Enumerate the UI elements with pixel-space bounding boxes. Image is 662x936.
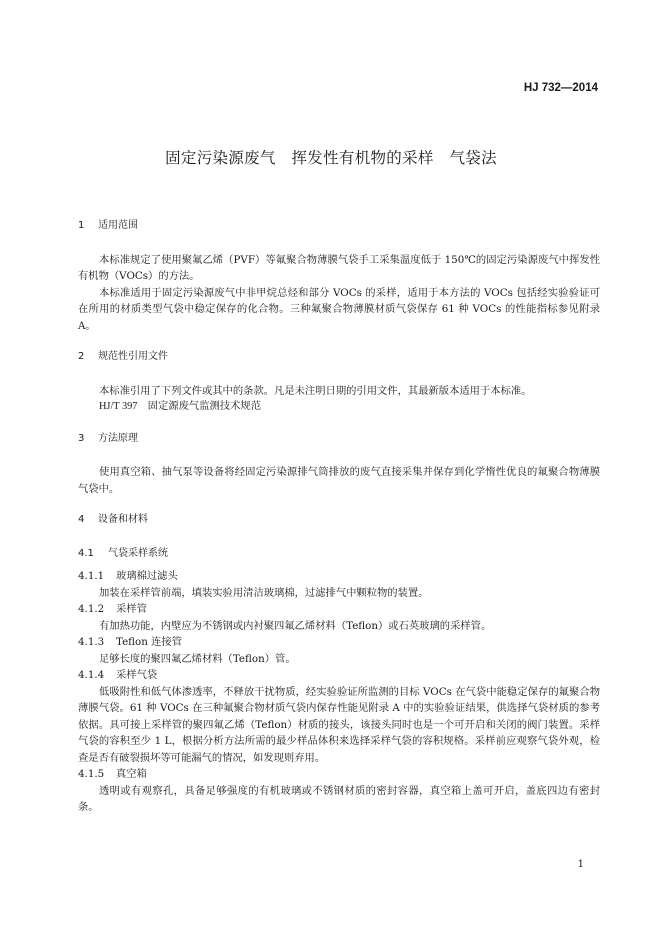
item-heading-4-1-2 [78,601,600,618]
section-number: 1 [78,220,85,231]
item-title: 采样气袋 [116,669,158,681]
section-heading-4 [78,512,600,529]
section-heading-3 [78,431,600,448]
section-number: 2 [78,351,85,362]
standard-code: HJ 732—2014 [523,82,598,94]
document-title: 固定污染源废气 挥发性有机物的采样 气袋法 [165,149,497,167]
reference-item: HJ/T 397 固定源废气监测技术规范 [99,401,261,412]
subsection-number: 4.1 [78,547,94,559]
item-title: 真空箱 [116,768,147,780]
item-number: 4.1.2 [78,603,105,615]
paragraph: 本标准适用于固定污染源废气中非甲烷总烃和部分 VOCs 的采样，适用于本方法的 VOCs 包括经实验验证可在所用的材质类型气袋中稳定保存的化合物。三种氟聚合物薄膜材质气袋保存 61 种 VOCs 的性能指标参见附录 A。 [78,286,600,332]
item-number: 4.1.1 [78,570,105,582]
paragraph: 使用真空箱、抽气泵等设备将经固定污染源排气筒排放的废气直接采集并保存到化学惰性优良的氟聚合物薄膜气袋中。 [78,466,600,495]
item-text: 加装在采样管前端，填装实验用清洁玻璃棉，过滤排气中颗粒物的装置。 [99,586,429,599]
page-number: 1 [577,859,584,870]
section-number: 3 [78,432,85,444]
document-body [78,218,600,816]
item-number: 4.1.4 [78,669,105,681]
section-title: 适用范围 [98,220,138,231]
item-title: Teflon 连接管 [116,636,183,648]
paragraph: 本标准引用了下列文件或其中的条款。凡是未注明日期的引用文件，其最新版本适用于本标准。 [99,384,532,397]
section-title: 设备和材料 [98,514,148,525]
section-heading-1 [78,218,600,235]
paragraph: 本标准规定了使用聚氟乙烯（PVF）等氟聚合物薄膜气袋手工采集温度低于 150℃的固定污染源废气中挥发性有机物（VOCs）的方法。 [78,253,600,282]
section-heading-2 [78,349,600,366]
section-title: 规范性引用文件 [98,351,168,362]
subsection-title: 气袋采样系统 [108,547,168,559]
subsection-heading-4-1 [78,546,600,563]
section-number: 4 [78,514,85,525]
item-text: 透明或有观察孔，具备足够强度的有机玻璃或不锈钢材质的密封容器，真空箱上盖可开启，盖底四边有密封条。 [78,784,600,813]
item-text: 有加热功能，内壁应为不锈钢或内衬聚四氟乙烯材料（Teflon）或石英玻璃的采样管。 [99,619,492,632]
item-text: 低吸附性和低气体渗透率，不释放干扰物质，经实验验证所监测的目标 VOCs 在气袋中能稳定保存的氟聚合物薄膜气袋。61 种 VOCs 在三种氟聚合物材质气袋内保存性能见附录 A 中的实验验证结果，供选择气袋材质的参考依据。具可接上采样管的聚四氟乙烯（Teflon）材质的接头，该接头同时也是一个可开启和关闭的阀门装置。采样气袋的容积至少 1 L，根据分析方法所需的最少样品体积来选择采样气袋的容积规格。采样前应观察气袋外观，检查是否有破裂损坏等可能漏气的情况，如发现则弃用。 [78,685,600,764]
item-title: 采样管 [116,603,147,615]
item-text: 足够长度的聚四氟乙烯材料（Teflon）管。 [99,652,296,665]
item-heading-4-1-4 [78,667,600,684]
item-title: 玻璃棉过滤头 [116,570,178,582]
item-number: 4.1.3 [78,636,105,648]
item-heading-4-1-1 [78,568,600,585]
item-heading-4-1-5 [78,766,600,783]
item-number: 4.1.5 [78,768,105,780]
section-title: 方法原理 [98,432,138,444]
item-heading-4-1-3 [78,634,600,651]
